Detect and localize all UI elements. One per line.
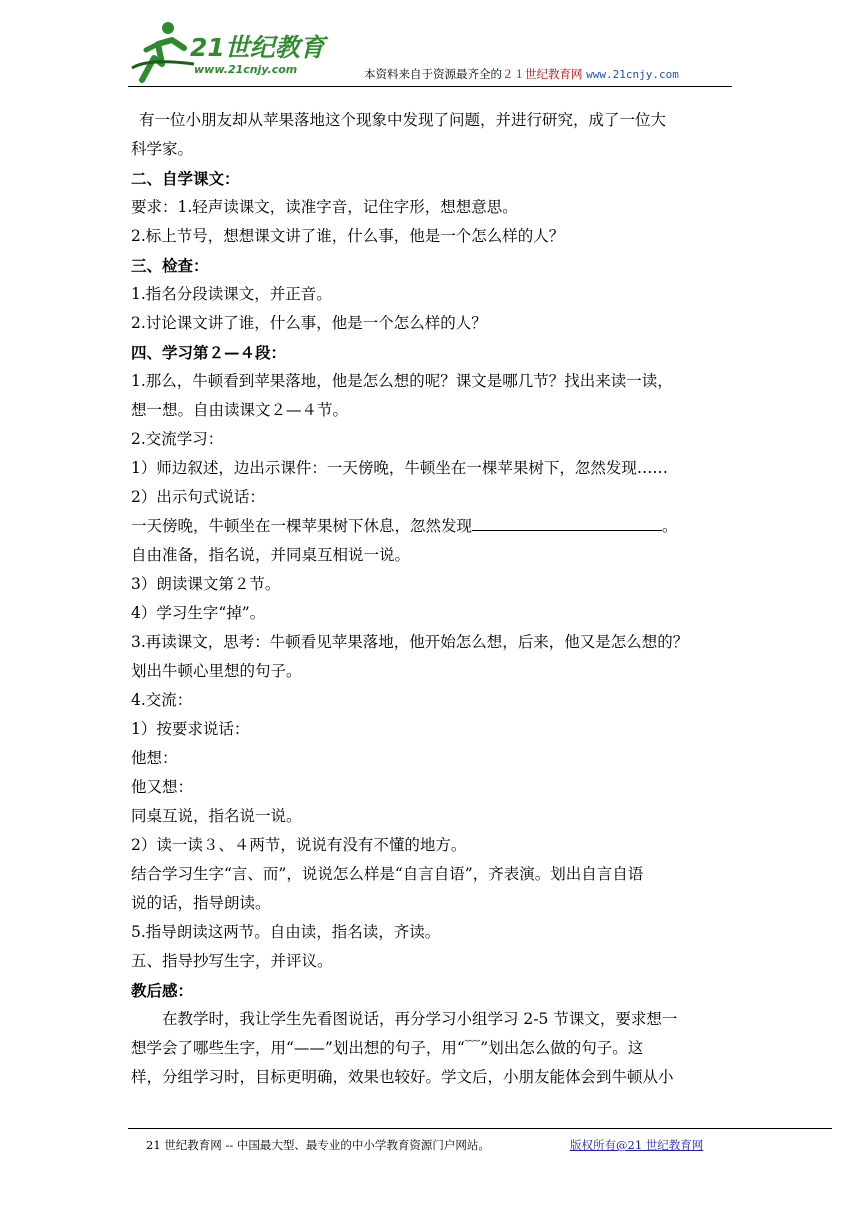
body-line: 4.交流： — [131, 691, 193, 709]
body-line: 有一位小朋友却从苹果落地这个现象中发现了问题，并进行研究，成了一位大 — [139, 111, 667, 129]
fill-in-blank — [472, 516, 662, 531]
body-line: 他想： — [131, 749, 178, 767]
logo-text: 21世纪教育 — [190, 33, 325, 62]
footer-copyright-link[interactable]: 版权所有@21 世纪教育网 — [570, 1138, 704, 1152]
fill-in-prompt: 一天傍晚，牛顿坐在一棵苹果树下休息，忽然发现 — [131, 517, 473, 535]
fill-in-sentence — [131, 512, 737, 541]
body-line: 说的话，指导朗读。 — [131, 894, 271, 912]
document-body — [131, 106, 737, 1092]
body-line: 5.指导朗读这两节。自由读，指名读，齐读。 — [131, 923, 441, 941]
body-line: 3.再读课文，思考：牛顿看见苹果落地，他开始怎么想，后来，他又是怎么想的？ — [131, 633, 689, 651]
fill-in-end: 。 — [662, 517, 678, 535]
body-line: 同桌互说，指名说一说。 — [131, 807, 302, 825]
body-line: 4）学习生字“掉”。 — [131, 604, 266, 622]
body-line: 划出牛顿心里想的句子。 — [131, 662, 302, 680]
body-line: 结合学习生字“言、而”，说说怎么样是“自言自语”，齐表演。划出自言自语 — [131, 865, 644, 883]
body-line: 2）读一读３、４两节，说说有没有不懂的地方。 — [131, 836, 467, 854]
body-line: 2.标上节号，想想课文讲了谁，什么事，他是一个怎么样的人？ — [131, 227, 565, 245]
body-line: 想一想。自由读课文２—４节。 — [131, 401, 349, 419]
header-url-link[interactable]: www.21cnjy.com — [586, 68, 679, 81]
section-heading: 教后感： — [131, 981, 194, 1000]
body-line: 五、指导抄写生字，并评议。 — [131, 952, 333, 970]
body-line: 1.那么，牛顿看到苹果落地，他是怎么想的呢？课文是哪几节？找出来读一读， — [131, 372, 673, 390]
header-site-link[interactable]: ２１世纪教育网 — [502, 67, 583, 81]
body-line: 他又想： — [131, 778, 194, 796]
body-line: 想学会了哪些生字，用“——”划出想的句子，用“﹋”划出怎么做的句子。这 — [131, 1039, 644, 1057]
site-logo[interactable] — [128, 18, 338, 86]
body-line: 3）朗读课文第２节。 — [131, 575, 281, 593]
body-line: 样，分组学习时，目标更明确，效果也较好。学文后，小朋友能体会到牛顿从小 — [131, 1068, 674, 1086]
body-line: 1）按要求说话： — [131, 720, 250, 738]
page-header — [128, 18, 828, 90]
footer-divider — [128, 1128, 832, 1129]
body-line: 2.交流学习： — [131, 430, 224, 448]
body-line: 在教学时，我让学生先看图说话，再分学习小组学习 2-5 节课文，要求想一 — [162, 1010, 678, 1028]
body-line: 科学家。 — [131, 140, 194, 158]
header-note-prefix: 本资料来自于资源最齐全的 — [364, 67, 502, 81]
section-heading: 二、自学课文： — [131, 169, 240, 188]
section-heading: 三、检查： — [131, 256, 209, 275]
header-divider — [128, 86, 732, 87]
body-line: 2）出示句式说话： — [131, 488, 265, 506]
body-line: 1.指名分段读课文，并正音。 — [131, 285, 332, 303]
logo-url: www.21cnjy.com — [194, 63, 298, 76]
header-note — [364, 66, 679, 82]
footer-text: 21 世纪教育网 -- 中国最大型、最专业的中小学教育资源门户网站。 — [146, 1138, 490, 1152]
body-line: 自由准备，指名说，并同桌互相说一说。 — [131, 546, 411, 564]
runner-logo-icon — [128, 18, 198, 84]
body-line: 2.讨论课文讲了谁，什么事，他是一个怎么样的人？ — [131, 314, 487, 332]
body-line: 1）师边叙述，边出示课件：一天傍晚，牛顿坐在一棵苹果树下，忽然发现…… — [131, 459, 668, 477]
section-heading: 四、学习第２—４段： — [131, 343, 287, 362]
body-line: 要求：1.轻声读课文，读准字音，记住字形，想想意思。 — [131, 198, 518, 216]
